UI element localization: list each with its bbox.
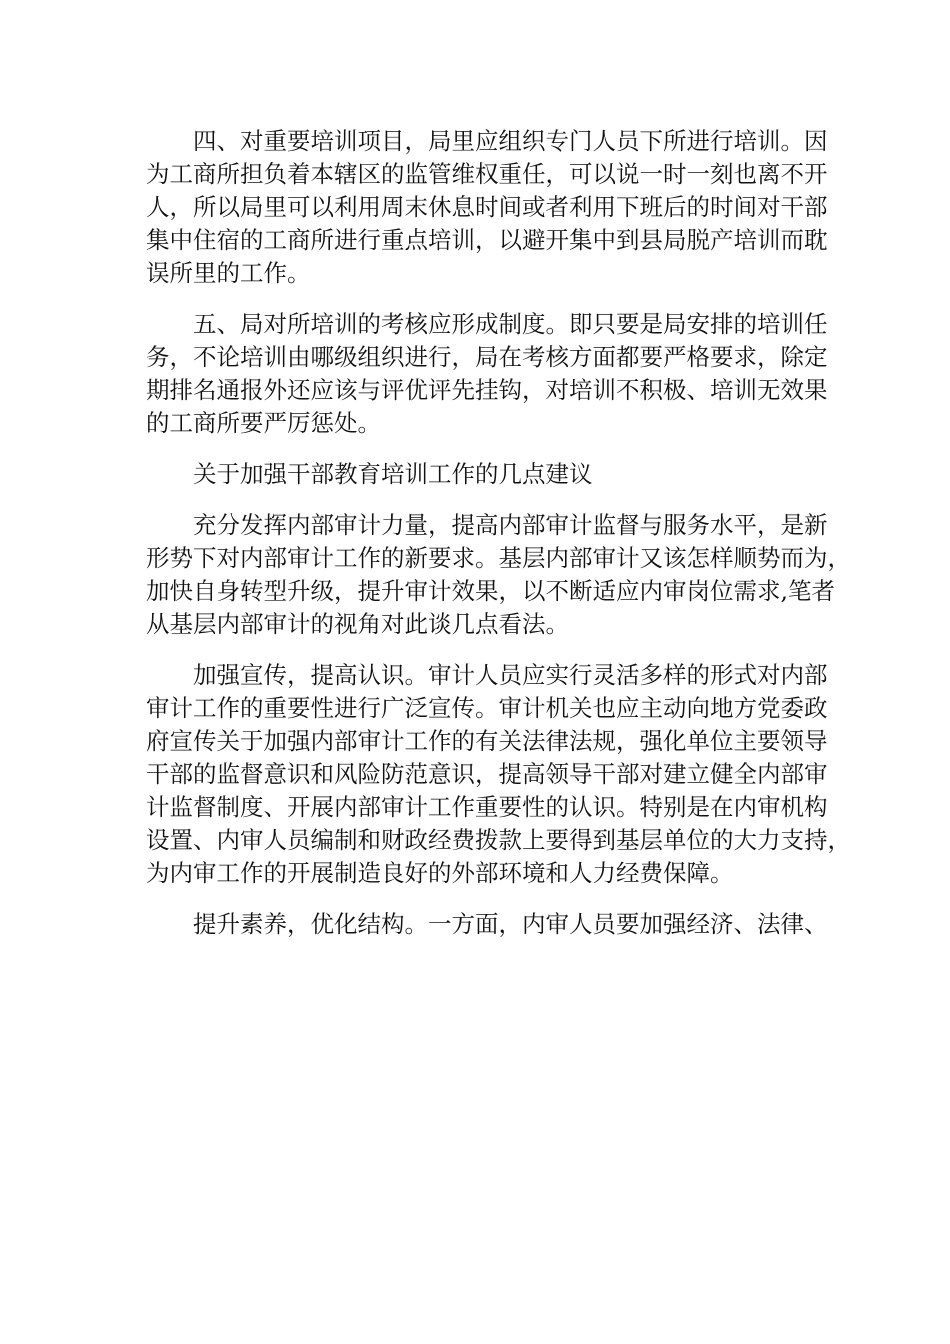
text-line: 审计工作的重要性进行广泛宣传。审计机关也应主动向地方党委政 xyxy=(146,694,828,722)
paragraph xyxy=(146,308,828,440)
text-line: 期排名通报外还应该与评优评先挂钩，对培训不积极、培训无效果 xyxy=(146,376,828,404)
text-line: 从基层内部审计的视角对此谈几点看法。 xyxy=(146,610,569,638)
text-line: 干部的监督意识和风险防范意识，提高领导干部对建立健全内部审 xyxy=(146,760,828,788)
paragraph xyxy=(146,908,828,941)
section-title xyxy=(146,458,808,491)
text-line: 误所里的工作。 xyxy=(146,259,311,287)
text-line: 提升素养，优化结构。一方面，内审人员要加强经济、法律、 xyxy=(193,910,828,938)
text-line: 充分发挥内部审计力量，提高内部审计监督与服务水平，是新 xyxy=(193,511,828,539)
paragraph xyxy=(146,659,851,890)
text-line: 五、局对所培训的考核应形成制度。即只要是局安排的培训任 xyxy=(193,310,828,338)
document-body xyxy=(146,125,851,941)
text-line: 设置、内审人员编制和财政经费拨款上要得到基层单位的大力支持， xyxy=(146,826,851,854)
paragraph xyxy=(146,125,828,290)
text-line: 府宣传关于加强内部审计工作的有关法律法规，强化单位主要领导 xyxy=(146,727,828,755)
text-line: 人，所以局里可以利用周末休息时间或者利用下班后的时间对干部 xyxy=(146,193,828,221)
paragraph xyxy=(146,509,851,641)
text-line: 加强宣传，提高认识。审计人员应实行灵活多样的形式对内部 xyxy=(193,661,828,689)
text-line: 计监督制度、开展内部审计工作重要性的认识。特别是在内审机构 xyxy=(146,793,828,821)
text-line: 加快自身转型升级，提升审计效果，以不断适应内审岗位需求,笔者 xyxy=(146,577,835,605)
text-line: 为内审工作的开展制造良好的外部环境和人力经费保障。 xyxy=(146,859,734,887)
text-line: 关于加强干部教育培训工作的几点建议 xyxy=(193,460,593,488)
text-line: 四、对重要培训项目，局里应组织专门人员下所进行培训。因 xyxy=(193,127,828,155)
text-line: 的工商所要严厉惩处。 xyxy=(146,409,381,437)
text-line: 为工商所担负着本辖区的监管维权重任，可以说一时一刻也离不开 xyxy=(146,160,828,188)
text-line: 务，不论培训由哪级组织进行，局在考核方面都要严格要求，除定 xyxy=(146,343,828,371)
text-line: 集中住宿的工商所进行重点培训，以避开集中到县局脱产培训而耽 xyxy=(146,226,828,254)
text-line: 形势下对内部审计工作的新要求。基层内部审计又该怎样顺势而为， xyxy=(146,544,851,572)
